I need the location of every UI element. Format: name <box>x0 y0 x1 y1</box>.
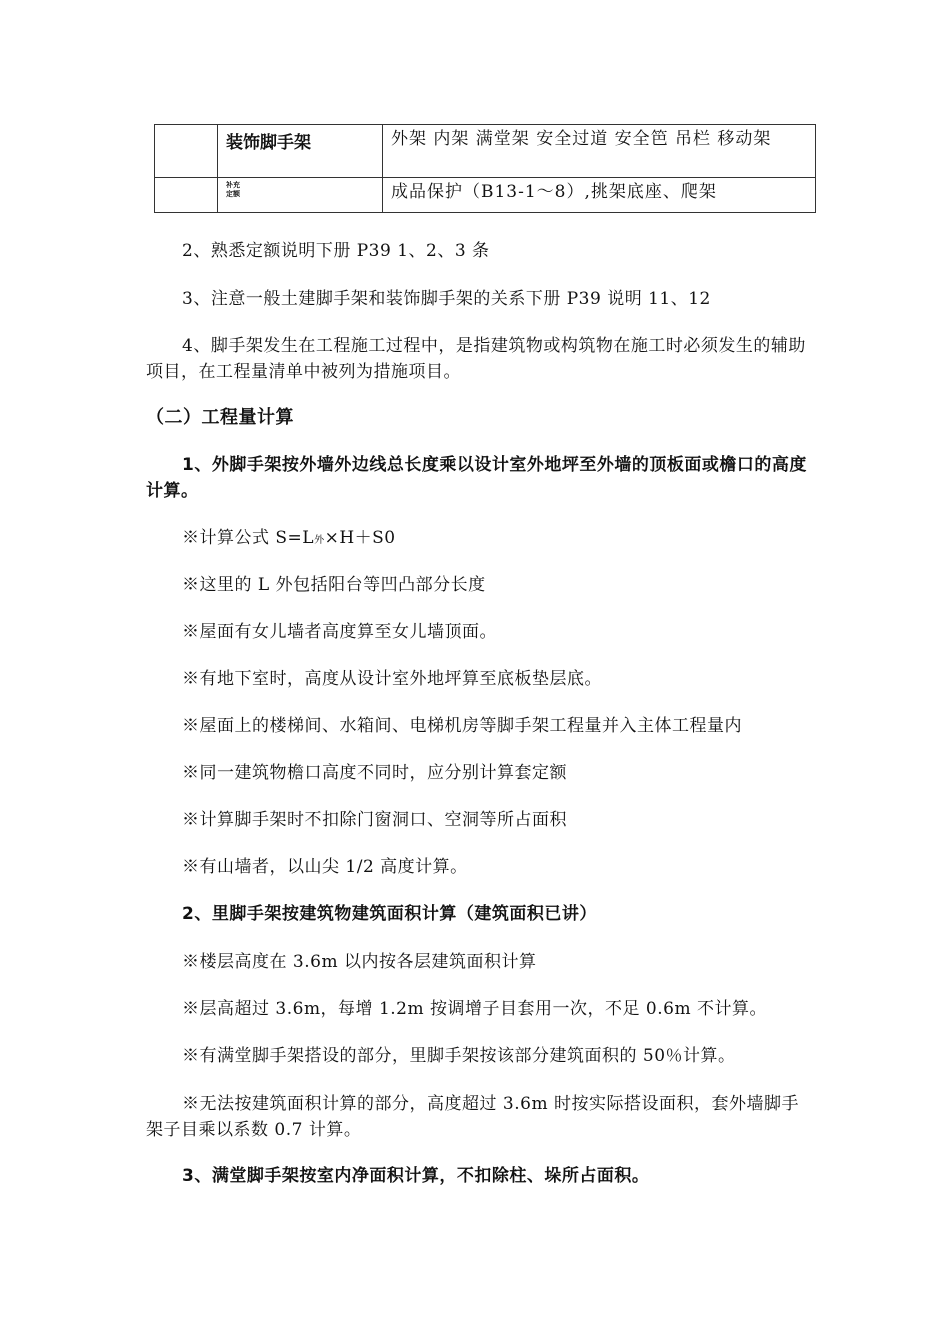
note-item: ※无法按建筑面积计算的部分，高度超过 3.6m 时按实际搭设面积，套外墙脚手架子目乘以系数 0.7 计算。 <box>146 1094 799 1140</box>
category-label-line1: 补充 <box>226 181 240 189</box>
formula-post: ×H＋S0 <box>324 528 396 548</box>
category-label-line2: 定额 <box>226 190 240 198</box>
table-cell-category <box>218 178 383 213</box>
table-cell-no <box>155 125 218 178</box>
section-heading: （二）工程量计算 <box>146 407 294 428</box>
item2-heading: 2、里脚手架按建筑物建筑面积计算（建筑面积已讲） <box>182 904 597 924</box>
note-item: ※屋面有女儿墙者高度算至女儿墙顶面。 <box>182 622 497 642</box>
note-item: ※有山墙者，以山尖 1/2 高度计算。 <box>182 857 468 877</box>
table-cell-category: 装饰脚手架 <box>218 125 383 178</box>
paragraph-3: 3、注意一般土建脚手架和装饰脚手架的关系下册 P39 说明 11、12 <box>182 289 711 309</box>
note-item: ※同一建筑物檐口高度不同时，应分别计算套定额 <box>182 763 567 783</box>
item1-heading: 1、外脚手架按外墙外边线总长度乘以设计室外地坪至外墙的顶板面或檐口的高度计算。 <box>146 455 807 501</box>
formula-subscript: 外 <box>314 535 325 546</box>
note-item: ※有地下室时，高度从设计室外地坪算至底板垫层底。 <box>182 669 602 689</box>
note-item: ※层高超过 3.6m，每增 1.2m 按调增子目套用一次，不足 0.6m 不计算。 <box>182 999 767 1019</box>
note-item: ※计算脚手架时不扣除门窗洞口、空洞等所占面积 <box>182 810 567 830</box>
table-cell-items: 成品保护（B13-1～8）,挑架底座、爬架 <box>383 178 816 213</box>
formula-pre: ※计算公式 S=L <box>182 528 315 548</box>
table-cell-no <box>155 178 218 213</box>
table-row <box>155 125 816 178</box>
note-item: ※有满堂脚手架搭设的部分，里脚手架按该部分建筑面积的 50％计算。 <box>182 1046 736 1066</box>
note-item: ※屋面上的楼梯间、水箱间、电梯机房等脚手架工程量并入主体工程量内 <box>182 716 742 736</box>
note-item: ※这里的 L 外包括阳台等凹凸部分长度 <box>182 575 486 595</box>
paragraph-4: 4、脚手架发生在工程施工过程中，是指建筑物或构筑物在施工时必须发生的辅助项目，在工程量清单中被列为措施项目。 <box>146 336 806 382</box>
formula-line <box>146 525 816 554</box>
quota-table <box>154 124 816 213</box>
paragraph-2: 2、熟悉定额说明下册 P39 1、2、3 条 <box>182 241 490 261</box>
table-row <box>155 178 816 213</box>
item3-heading: 3、满堂脚手架按室内净面积计算，不扣除柱、垛所占面积。 <box>182 1166 650 1186</box>
note-item: ※楼层高度在 3.6m 以内按各层建筑面积计算 <box>182 952 537 972</box>
table-cell-items: 外架 内架 满堂架 安全过道 安全笆 吊栏 移动架 <box>383 125 816 178</box>
